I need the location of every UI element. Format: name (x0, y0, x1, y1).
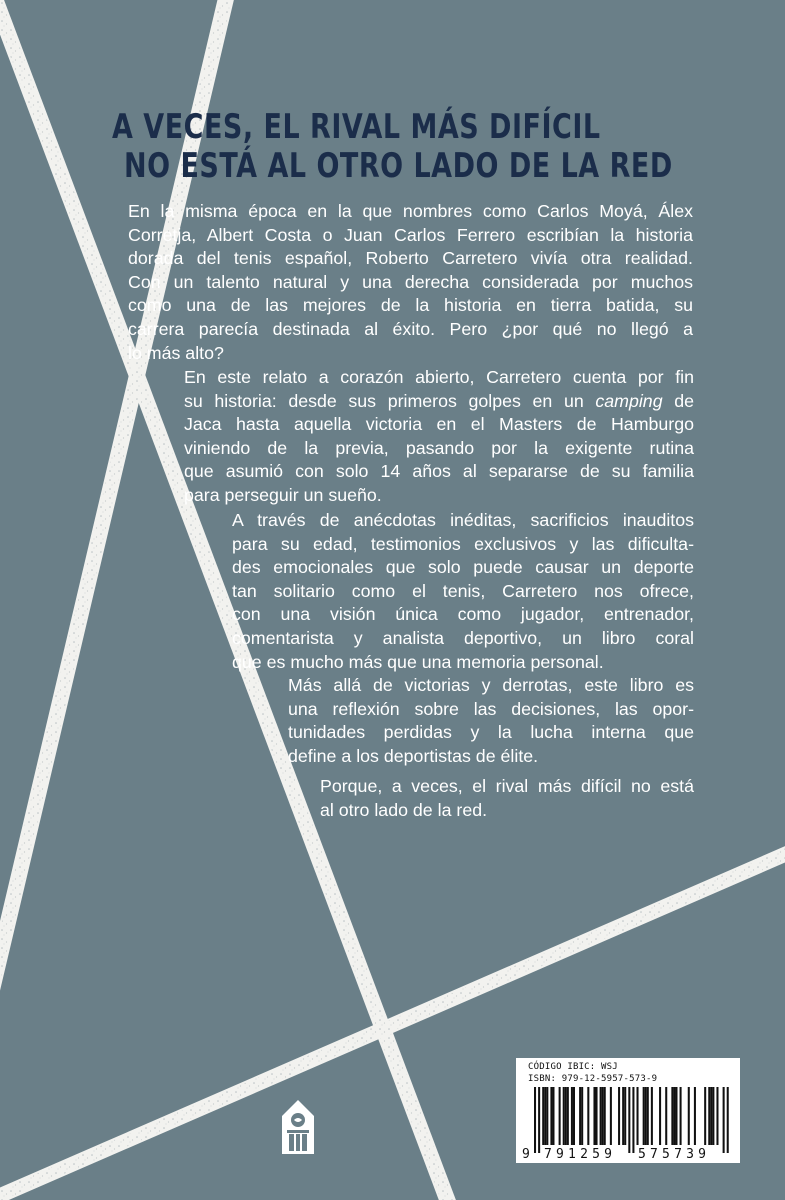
isbn-number: ISBN: 979-12-5957-573-9 (528, 1074, 658, 1084)
paragraph-3-line: comentarista y analista deportivo, un libro coral (232, 627, 694, 648)
barcode-bar (716, 1087, 718, 1145)
paragraph-3-line: A través de anécdotas inéditas, sacrificios inauditos (232, 510, 694, 530)
paragraph-4 (288, 674, 694, 768)
barcode-bar (665, 1087, 667, 1145)
barcode-bar (727, 1087, 729, 1153)
barcode-bar (534, 1087, 536, 1153)
barcode-bar (647, 1087, 649, 1145)
publisher-logo-icon (280, 1090, 316, 1156)
ibic-code: CÓDIGO IBIC: WSJ (528, 1062, 618, 1072)
paragraph-4-line: tunidades perdidas y la lucha interna que (288, 722, 694, 743)
paragraph-1-line: dorada del tenis español, Roberto Carretero vivía otra realidad. (128, 248, 693, 269)
barcode-bar (704, 1087, 706, 1145)
paragraph-1 (128, 200, 693, 365)
barcode-bar (563, 1087, 565, 1145)
barcode-bar (573, 1087, 575, 1145)
paragraph-2-line: viniendo de la previa, pasando por la exigente rutina (184, 437, 694, 458)
paragraph-5 (320, 775, 694, 822)
barcode-bar (645, 1087, 647, 1145)
paragraph-5-line: al otro lado de la red. (320, 799, 488, 820)
paragraph-1-line: carrera parecía destinada al éxito. Pero ¿por qué no llegó a (128, 318, 693, 339)
barcode-bar (581, 1087, 583, 1145)
barcode-bar (673, 1087, 675, 1145)
paragraph-2 (184, 366, 694, 508)
paragraph-3-line: para su edad, testimonios exclusivos y las dificulta- (232, 533, 694, 554)
barcode-bar (712, 1087, 714, 1145)
paragraph-4-line: una reflexión sobre las decisiones, las opor- (288, 698, 694, 719)
barcode-bar (708, 1087, 710, 1145)
barcode-bar (723, 1087, 725, 1153)
barcode-bar (552, 1087, 554, 1145)
barcode-bar (624, 1087, 626, 1145)
paragraph-3-line: tan solitario como el tenis, Carretero nos ofrece, (232, 580, 694, 601)
barcode-bar (550, 1087, 552, 1145)
paragraph-4-line: define a los deportistas de élite. (288, 745, 539, 766)
barcode-bar (637, 1087, 639, 1145)
barcode-bar (604, 1087, 606, 1145)
barcode-digit-first: 9 (522, 1147, 530, 1161)
barcode-bar (600, 1087, 602, 1145)
barcode-image (520, 1087, 736, 1161)
barcode-bar (659, 1087, 661, 1145)
paragraph-1-line: lo más alto? (128, 342, 224, 363)
paragraph-1-line: En la misma época en la que nombres como Carlos Moyá, Álex (128, 201, 693, 221)
barcode-bar (651, 1087, 653, 1145)
barcode-bar (596, 1087, 598, 1145)
barcode-bar (618, 1087, 620, 1145)
paragraph-5-line: Porque, a veces, el rival más difícil no está (320, 776, 694, 796)
paragraph-2-line: que asumió con solo 14 años al separarse de su familia (184, 461, 694, 482)
barcode-bar (546, 1087, 548, 1145)
barcode-bar (680, 1087, 682, 1145)
barcode-bar (565, 1087, 567, 1145)
paragraph-2-line: para perseguir un sueño. (184, 484, 382, 505)
barcode-bar (694, 1087, 696, 1145)
paragraph-4-line: Más allá de victorias y derrotas, este libro es (288, 675, 694, 695)
paragraph-3 (232, 509, 694, 674)
barcode-bar (643, 1087, 645, 1145)
paragraph-1-line: como una de las mejores de la historia en tierra batida, su (128, 295, 693, 316)
barcode-bar (544, 1087, 546, 1145)
barcode-bar (671, 1087, 673, 1145)
barcode-bar (632, 1087, 634, 1153)
barcode-bar (579, 1087, 581, 1145)
barcode-bar (538, 1087, 540, 1153)
paragraph-2-line: su historia: desde sus primeros golpes en un camping de (184, 390, 695, 411)
barcode-digits-left: 791259 (544, 1147, 617, 1161)
headline-line-1: A VECES, EL RIVAL MÁS DIFÍCIL (112, 108, 601, 147)
paragraph-1-line: Corretja, Albert Costa o Juan Carlos Ferrero escribían la historia (128, 224, 693, 245)
barcode-bar (610, 1087, 612, 1145)
barcode-bar (602, 1087, 604, 1145)
paragraph-2-line: Jaca hasta aquella victoria en el Masters de Hamburgo (184, 414, 694, 435)
paragraph-3-line: con una visión única como jugador, entrenador, (232, 604, 694, 625)
barcode-bar (593, 1087, 595, 1145)
barcode-bar (571, 1087, 573, 1145)
headline-line-2: NO ESTÁ AL OTRO LADO DE LA RED (124, 147, 673, 186)
barcode-bar (587, 1087, 589, 1145)
barcode-bar (567, 1087, 569, 1145)
paragraph-1-line: Con un talento natural y una derecha considerada por muchos (128, 271, 693, 292)
barcode-bar (710, 1087, 712, 1145)
barcode-bar (688, 1087, 690, 1145)
barcode-bar (542, 1087, 544, 1145)
paragraph-3-line: des emocionales que solo puede causar un deporte (232, 557, 694, 578)
barcode-digits-right: 575739 (638, 1147, 711, 1161)
barcode-bar (675, 1087, 677, 1145)
barcode-bar (622, 1087, 624, 1145)
paragraph-3-line: que es mucho más que una memoria personal. (232, 651, 604, 672)
paragraph-2-line: En este relato a corazón abierto, Carretero cuenta por fin (184, 367, 694, 387)
barcode-panel (516, 1058, 740, 1163)
barcode-bar (559, 1087, 561, 1145)
barcode-bar (628, 1087, 630, 1153)
barcode-bars (534, 1087, 729, 1153)
